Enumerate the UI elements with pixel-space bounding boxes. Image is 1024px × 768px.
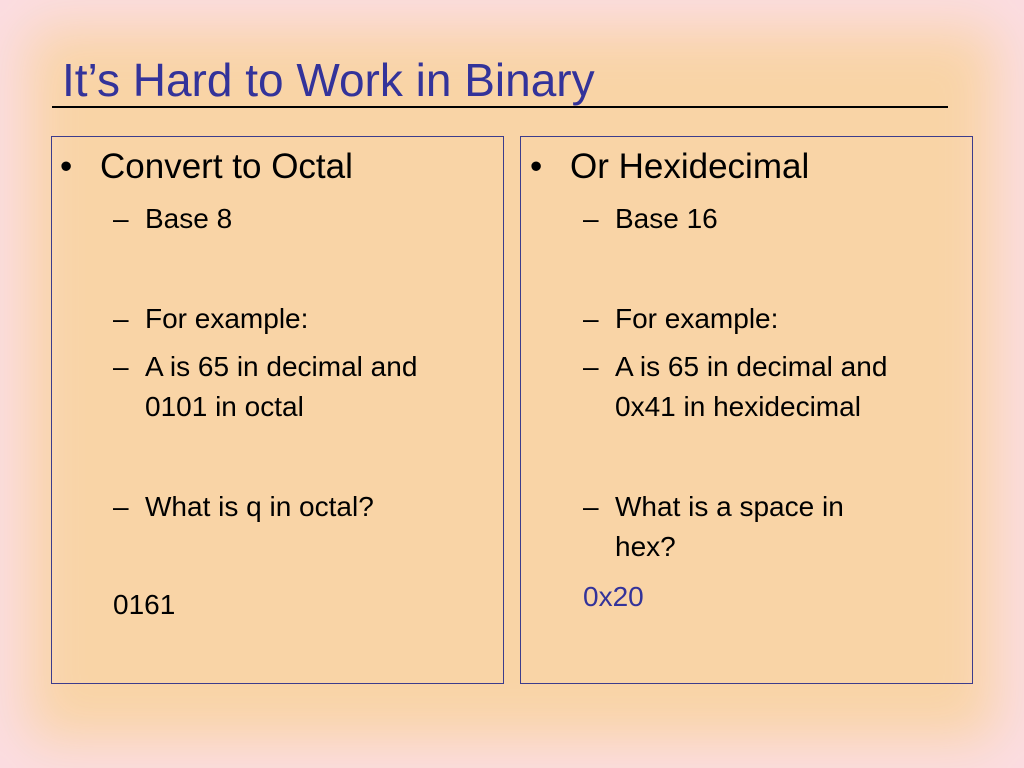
right-subitem-text: For example:: [615, 303, 779, 334]
left-subitem-text: Base 8: [145, 203, 233, 234]
left-subitem-text-line2: 0101 in octal: [145, 391, 304, 422]
dash-marker: –: [583, 203, 599, 234]
title-underline: [52, 106, 948, 108]
dash-marker: –: [113, 303, 129, 334]
dash-marker: –: [113, 351, 129, 382]
left-subitem-example: [113, 299, 308, 339]
right-subitem-text: Base 16: [615, 203, 718, 234]
right-answer: 0x20: [583, 581, 644, 612]
dash-marker: –: [113, 203, 129, 234]
right-subitem-text-line2: hex?: [615, 531, 676, 562]
left-subitem-base: [113, 199, 232, 239]
dash-marker: –: [583, 303, 599, 334]
left-subitem-text-line1: A is 65 in decimal and: [145, 351, 418, 382]
dash-marker: –: [583, 351, 599, 382]
left-answer: 0161: [113, 589, 176, 620]
right-subitem-text-line2: 0x41 in hexidecimal: [615, 391, 861, 422]
left-subitem-text: For example:: [145, 303, 309, 334]
slide-title: It’s Hard to Work in Binary: [62, 54, 595, 106]
left-subitem-decimal: [113, 347, 417, 427]
right-subitem-text-line1: A is 65 in decimal and: [615, 351, 888, 382]
left-subitem-question: [113, 487, 374, 527]
right-subitem-base: [583, 199, 718, 239]
right-subitem-question: [583, 487, 844, 567]
right-subitem-text-line1: What is a space in: [615, 491, 844, 522]
dash-marker: –: [113, 491, 129, 522]
left-subitem-text: What is q in octal?: [145, 491, 374, 522]
dash-marker: –: [583, 491, 599, 522]
right-subitem-decimal: [583, 347, 887, 427]
right-heading: Or Hexidecimal: [570, 147, 810, 186]
bullet-marker: •: [530, 147, 543, 186]
bullet-marker: •: [60, 147, 73, 186]
right-subitem-example: [583, 299, 778, 339]
left-heading: Convert to Octal: [100, 147, 353, 186]
